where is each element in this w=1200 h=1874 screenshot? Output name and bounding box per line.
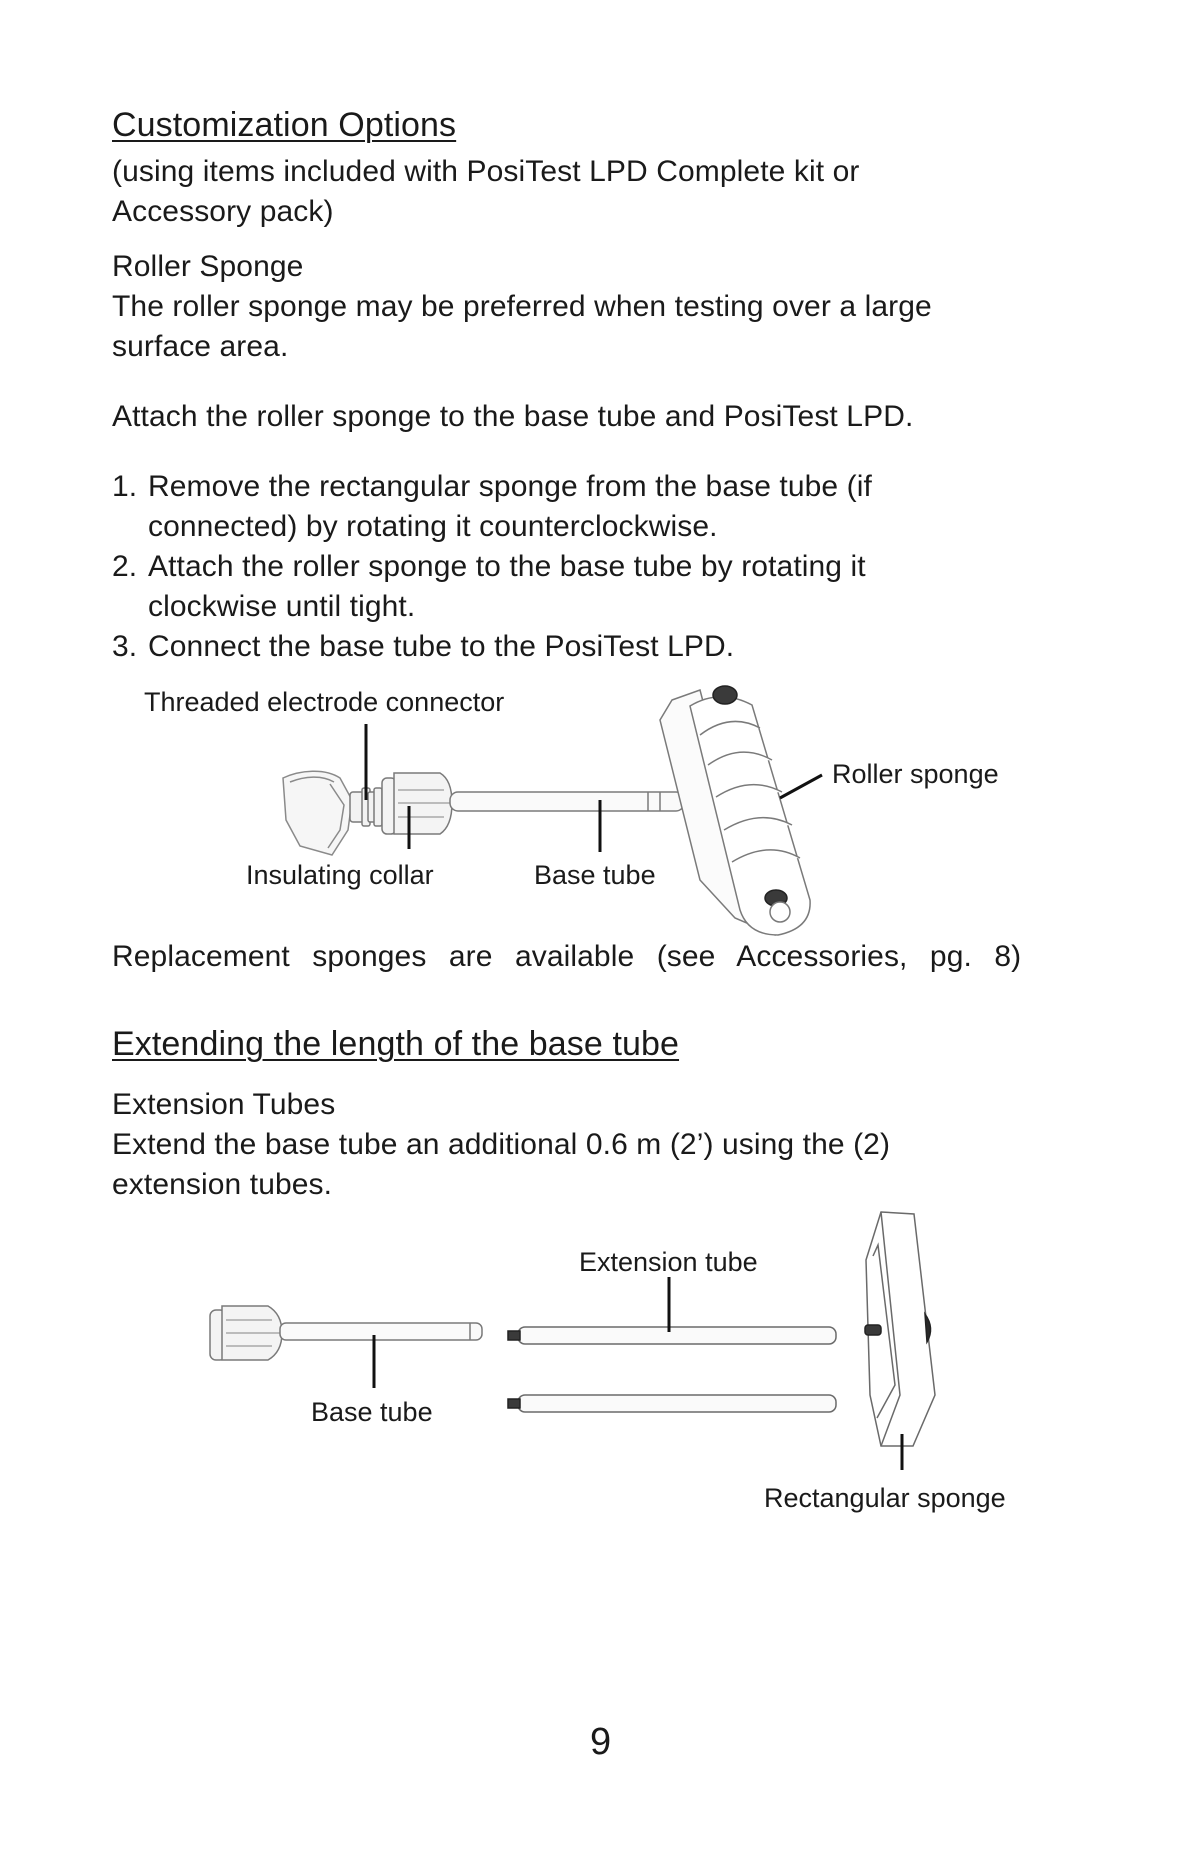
intro-line-2: Accessory pack): [112, 195, 334, 228]
section-heading-extending-base-tube: Extending the length of the base tube: [112, 1025, 680, 1063]
intro-line-1: (using items included with PosiTest LPD Complete kit or: [112, 155, 860, 188]
meter-probe-tip: [283, 771, 352, 855]
label-rectangular-sponge: Rectangular sponge: [764, 1483, 1006, 1513]
base-tube-shaft: [450, 792, 684, 811]
extension-description-line-2: extension tubes.: [112, 1168, 333, 1201]
base-tube-assembly: [210, 1306, 482, 1360]
label-insulating-collar: Insulating collar: [246, 860, 434, 890]
attach-instruction: Attach the roller sponge to the base tube and PosiTest LPD.: [112, 400, 914, 433]
replacement-note: Replacement sponges are available (see Accessories, pg. 8): [112, 940, 1022, 973]
extension-tube-2: [508, 1395, 836, 1412]
step-3-line-1: Connect the base tube to the PosiTest LPD.: [148, 630, 735, 663]
extension-tube-1: [508, 1327, 836, 1344]
subheading-extension-tubes: Extension Tubes: [112, 1088, 336, 1121]
roller-description-line-1: The roller sponge may be preferred when testing over a large: [112, 290, 932, 323]
page-number: 9: [590, 1721, 612, 1763]
roller-description-line-2: surface area.: [112, 330, 289, 363]
step-1-number: 1.: [112, 470, 138, 503]
step-1-line-2: connected) by rotating it counterclockwise.: [148, 510, 718, 543]
step-1-line-1: Remove the rectangular sponge from the base tube (if: [148, 470, 872, 503]
label-roller-sponge: Roller sponge: [832, 759, 999, 789]
step-2-number: 2.: [112, 550, 138, 583]
label-base-tube: Base tube: [534, 860, 656, 890]
section-heading-customization-options: Customization Options: [112, 106, 457, 144]
extension-description-line-1: Extend the base tube an additional 0.6 m (2’) using the (2): [112, 1128, 891, 1161]
extension-tube-2-thread: [508, 1399, 520, 1408]
step-2-line-1: Attach the roller sponge to the base tube by rotating it: [148, 550, 866, 583]
step-3-number: 3.: [112, 630, 138, 663]
rectangular-sponge-thread: [865, 1325, 881, 1335]
label-base-tube-2: Base tube: [311, 1397, 433, 1427]
extension-tube-1-thread: [508, 1331, 520, 1340]
step-2-line-2: clockwise until tight.: [148, 590, 416, 623]
label-extension-tube: Extension tube: [579, 1247, 758, 1277]
label-threaded-electrode-connector: Threaded electrode connector: [144, 687, 505, 717]
leader-roller-sponge: [780, 775, 822, 798]
subheading-roller-sponge: Roller Sponge: [112, 250, 304, 283]
rectangular-sponge: [865, 1212, 935, 1446]
insulating-collar: [382, 773, 452, 834]
diagram-2-leader-lines: [374, 1277, 902, 1470]
roller-sponge-body: [660, 686, 810, 935]
